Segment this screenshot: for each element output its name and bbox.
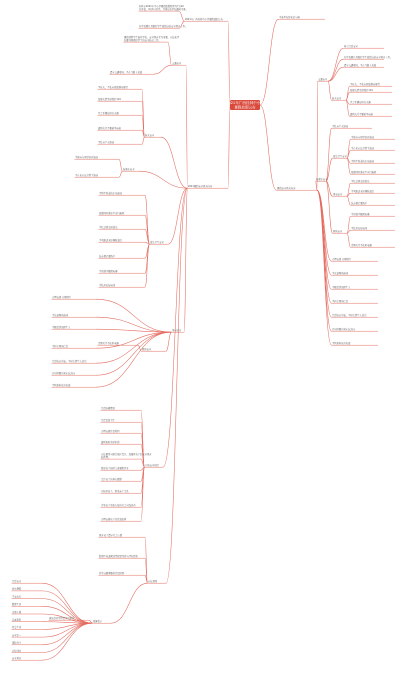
leaf-connector — [119, 171, 123, 177]
mind-map-branch: 其他安全知识 — [145, 464, 159, 467]
mind-map-leaf: 不擅自与同学结伴游泳 — [75, 156, 98, 159]
mind-map-leaf: 督促孩子按时完成暑假作业 — [101, 467, 129, 470]
mind-map-leaf: 骑车注意安全 — [344, 45, 358, 48]
leaf-connector — [96, 332, 172, 348]
mind-map-leaf: 快乐暑假 — [12, 587, 22, 591]
root-title: 2021年广西桂林中小学暑假放假公告 — [226, 101, 264, 110]
branch-connector — [161, 137, 188, 188]
mind-map-leaf: 合理安排上网时间 — [332, 258, 351, 261]
leaf-connector — [42, 623, 93, 652]
mind-map-branch: 网络安全 — [142, 348, 152, 351]
mind-map-leaf: 远离危险 — [12, 618, 22, 622]
branch-connector — [228, 105, 230, 188]
mind-map-leaf: 饭前便后要洗手 — [99, 255, 116, 258]
mind-map-leaf: 发现火情及时拨打119 — [98, 98, 121, 101]
mind-map-leaf: 不私拉乱接电线 — [351, 227, 368, 230]
branch-connector — [328, 81, 332, 100]
mind-map-branch: 防溺水安全 — [316, 178, 328, 181]
mind-map-leaf: 不在无家长带领下游泳 — [75, 174, 98, 177]
mind-map-leaf: 合理安排作息时间 — [101, 430, 120, 433]
mind-map-nodes — [12, 4, 392, 660]
leaf-connector — [168, 42, 172, 65]
mind-map-leaf: 遵守交通规则，不在马路上玩耍 — [110, 71, 143, 74]
mind-map-leaf: 不到不熟悉的水域游泳 — [351, 160, 374, 163]
mind-map-branch: 食品卫生安全 — [150, 241, 164, 244]
mind-map-branch: 防火安全 — [332, 97, 342, 100]
leaf-connector — [346, 86, 350, 100]
mind-map-leaf: 多陪伴孩子，增进亲子关系 — [101, 490, 129, 493]
mind-map-leaf: 外出时要告知家长去向 — [52, 372, 75, 375]
mind-map-branch: 交通安全 — [318, 78, 328, 81]
mind-map-branch: 暑假安全教育内容 — [277, 187, 296, 190]
leaf-connector — [154, 65, 172, 74]
branch-connector — [184, 188, 188, 332]
mind-map-leaf: 雷雨天气不使用电器 — [351, 244, 372, 247]
mind-map-leaf: 健康生活 — [12, 603, 22, 607]
leaf-connector — [328, 59, 344, 81]
mind-map-leaf: 安全第一 — [12, 633, 22, 637]
branch-connector — [228, 21, 230, 105]
mind-map-leaf: 家校共育 — [12, 649, 22, 653]
mind-map-leaf: 开学前要调整好作息时间 — [99, 572, 125, 575]
leaf-connector — [96, 332, 172, 375]
leaf-connector — [96, 299, 172, 332]
mind-map-leaf: 遇到火灾不要乘坐电梯 — [98, 127, 121, 130]
mind-map-leaf: 不沉迷网络游戏 — [332, 272, 349, 275]
mind-map-leaf: 不买路边无证摊贩食品 — [351, 190, 374, 193]
mind-map-leaf: 不到危险地方玩耍 — [52, 384, 71, 387]
mind-map-leaf: 各学校要认真做好学生放假前的安全教育工作。 — [344, 56, 393, 59]
mind-map-leaf: 不擅自与同学结伴游泳 — [351, 136, 374, 139]
leaf-connector — [96, 317, 172, 332]
branch-connector — [168, 188, 188, 244]
mind-map-leaf: 安全教育 — [12, 657, 22, 660]
mind-map-branch: 防溺水安全 — [123, 168, 135, 171]
mind-map-leaf: 不私自下水游泳 — [98, 141, 115, 144]
mind-map-leaf: 外出时要告知家长去向 — [332, 328, 355, 331]
mind-map-leaf: 注意防暑降温 — [101, 407, 115, 410]
mind-map-branch: 用电安全 — [172, 329, 182, 332]
mind-map-leaf: 不随意添加陌生人 — [332, 286, 351, 289]
leaf-connector — [119, 159, 123, 171]
branch-connector — [317, 81, 318, 190]
leaf-connector — [347, 233, 351, 247]
mind-map-leaf: 学会正确使用灭火器 — [350, 101, 371, 104]
mind-map-leaf: 不吃过期变质食品 — [99, 226, 118, 229]
mind-map-leaf: 准备好开学所需学习用品 — [49, 617, 75, 620]
mind-map-leaf: 不轻信网络信息 — [52, 345, 69, 348]
leaf-connector — [42, 623, 93, 660]
mind-map-leaf: 教育孩子遵守社会公德 — [99, 534, 122, 537]
mind-map-leaf: 注意饮食卫生 — [101, 419, 115, 422]
leaf-connector — [179, 11, 185, 21]
mind-map-leaf: 预防为主 — [12, 641, 22, 645]
branch-connector — [166, 188, 188, 583]
mind-map-branch: 2021暑假安全教育内容 — [188, 185, 213, 188]
mind-map-leaf: 平安出行 — [12, 595, 22, 599]
mind-map-branch: 网络安全 — [333, 230, 343, 233]
mind-map-branch: 温馨提示 — [93, 620, 103, 623]
mind-map-leaf: 不轻信网络信息 — [332, 300, 349, 303]
mind-map-leaf: 不到不熟悉的水域游泳 — [99, 192, 122, 195]
mind-map-leaf: 不随意添加陌生人 — [52, 326, 71, 329]
mind-map-leaf: 合理安排上网时间 — [52, 296, 71, 299]
mind-map-leaf: 合理安排孩子的饮食起居 — [101, 518, 127, 521]
leaf-connector — [42, 623, 93, 637]
leaf-connector — [347, 193, 351, 196]
leaf-connector — [328, 67, 344, 81]
mind-map-leaf: 注意安全 — [12, 580, 22, 583]
mind-map-leaf: 遵守交通规则，不在马路上玩耍 — [344, 64, 377, 67]
mind-map-leaf: 不买路边无证摊贩食品 — [99, 239, 122, 242]
mind-map-leaf: 不沉迷网络游戏 — [52, 314, 69, 317]
mind-map-leaf: 桂林市2021年中小学暑假放假时间为7月10 日开始，9月1日开学，具体以各学校通知为准。 — [139, 5, 188, 11]
mind-map-branch: 家长须知 — [148, 580, 158, 583]
mind-map-leaf: 注意防范诈骗，不轻信陌生人的话 — [52, 360, 87, 363]
branch-connector — [316, 181, 318, 190]
mind-map-leaf: 不私拉乱接电线 — [99, 284, 116, 287]
mind-map-leaf: 发现火情及时拨打119 — [350, 89, 373, 92]
mind-map-leaf: 关注孩子的身心健康 — [101, 478, 122, 481]
mind-map-leaf: 雷雨天气不使用电器 — [98, 342, 119, 345]
mind-map-leaf: 文明上网 — [12, 610, 22, 614]
mind-map-leaf: 假期中如遇紧急情况请及时与学校联系 — [99, 555, 139, 558]
mind-map-leaf: 引导孩子参加有益的社会实践活动 — [101, 504, 136, 507]
leaf-connector — [347, 196, 351, 205]
mind-map-leaf: 遇到危险及时求助 — [101, 441, 120, 444]
mind-map-leaf: 不吃过期变质食品 — [351, 180, 370, 183]
mind-map-leaf: 发现同伴溺水不盲目施救 — [99, 212, 125, 215]
mind-map-leaf: 注意防范诈骗，不轻信陌生人的话 — [332, 314, 367, 317]
mind-map-leaf: 学会正确使用灭火器 — [98, 112, 119, 115]
mind-map-branch: 交通安全 — [172, 62, 182, 65]
mind-map-leaf: 不到危险地方玩耍 — [332, 342, 351, 345]
mind-map-branch: 2021年广西桂林中小学暑假放假公告 — [185, 18, 224, 21]
branch-connector — [111, 583, 148, 623]
mind-map-leaf: 遇到火灾不要乘坐电梯 — [350, 113, 373, 116]
leaf-connector — [317, 190, 332, 345]
branch-connector — [186, 65, 188, 188]
mind-map-leaf: 暑假期间学生离开学校，安全教育尤为重要，家长和学校要共同做好学生的安全防范工作。 — [124, 36, 180, 42]
branch-connector — [166, 332, 172, 351]
mind-map-leaf: 不用湿手触摸电器 — [99, 270, 118, 273]
mind-map-branch: 用电安全 — [333, 193, 343, 196]
leaf-connector — [142, 137, 145, 144]
mind-map-branch: 防火安全 — [145, 134, 155, 137]
mind-map-leaf: 家长要切实履行监护责任，加强对孩子的安全教育和管理。 — [101, 453, 152, 459]
branch-connector — [139, 171, 188, 188]
mind-map-leaf: 不玩火，不私自燃放烟花爆竹 — [350, 83, 380, 86]
mind-map-leaf: 不用湿手触摸电器 — [351, 213, 370, 216]
leaf-connector — [328, 48, 344, 81]
mind-map-leaf: 不在无家长带领下游泳 — [351, 147, 374, 150]
connector-lines — [12, 11, 396, 660]
leaf-connector — [260, 19, 279, 105]
branch-connector — [260, 105, 277, 190]
mind-map-branch: 食品卫生安全 — [333, 155, 347, 158]
mind-map-leaf: 发现同伴溺水不盲目施救 — [351, 171, 377, 174]
leaf-connector — [42, 606, 93, 623]
mind-map-leaf: 不私自下水游泳 — [332, 125, 349, 128]
mind-map-leaf: 不玩火，不私自燃放烟花爆竹 — [98, 86, 128, 89]
mind-map-leaf: 饭前便后要洗手 — [351, 202, 368, 205]
mind-map-leaf: 珍爱生命 — [12, 626, 22, 630]
mind-map-leaf: 各学校要认真做好学生放假前的安全教育工作。 — [139, 25, 188, 28]
mind-map-leaf: 不乘坐无牌无证车辆 — [279, 16, 300, 19]
